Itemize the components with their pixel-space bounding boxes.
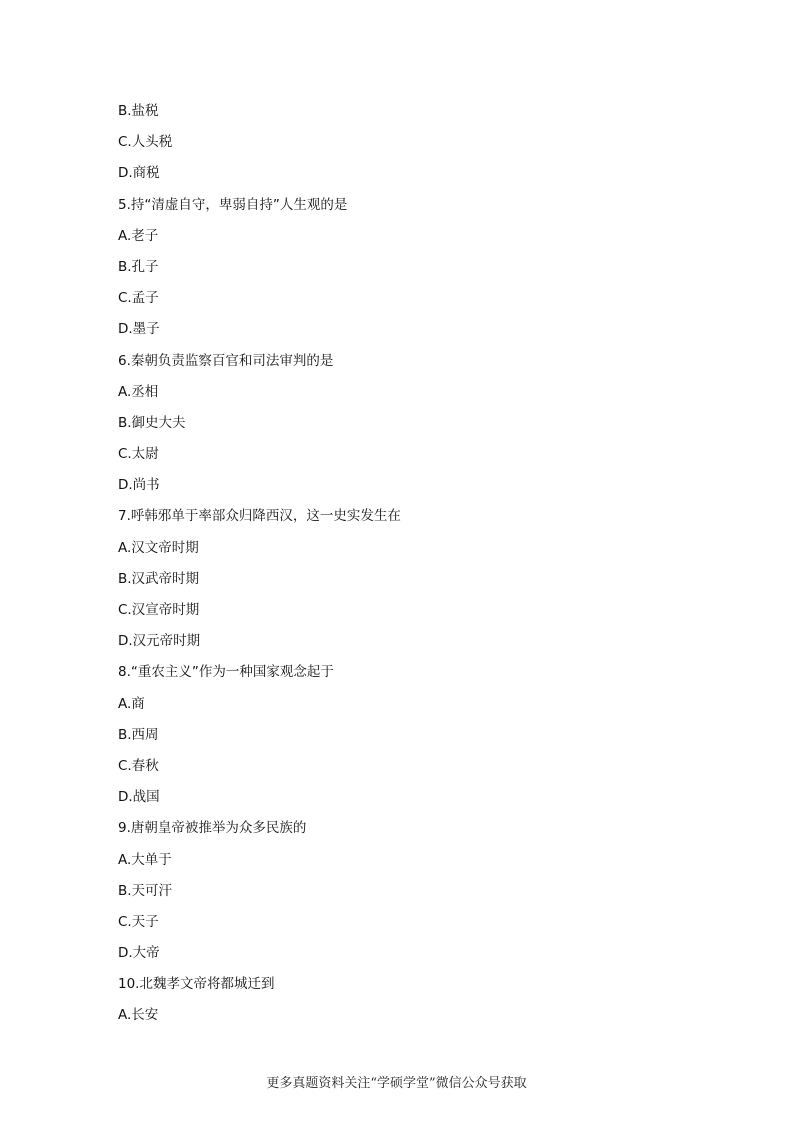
option-line: D.汉元帝时期	[118, 633, 201, 650]
option-line: B.汉武帝时期	[118, 570, 200, 587]
option-line: A.丞相	[118, 383, 159, 400]
question-line: 7.呼韩邪单于率部众归降西汉，这一史实发生在	[118, 508, 401, 525]
option-line: B.御史大夫	[118, 414, 186, 431]
option-line: C.人头税	[118, 134, 173, 151]
option-line: B.孔子	[118, 258, 159, 275]
option-line: B.盐税	[118, 103, 159, 119]
option-line: D.大帝	[118, 945, 160, 962]
option-line: A.商	[118, 695, 145, 712]
option-line: C.天子	[118, 913, 159, 930]
option-line: B.天可汗	[118, 882, 173, 899]
option-line: D.墨子	[118, 321, 160, 338]
option-line: C.春秋	[118, 757, 159, 774]
question-line: 10.北魏孝文帝将都城迁到	[118, 976, 275, 993]
option-line: A.汉文帝时期	[118, 539, 199, 556]
option-line: A.大单于	[118, 851, 172, 868]
question-line: 6.秦朝负责监察百官和司法审判的是	[118, 352, 334, 369]
option-line: B.西周	[118, 726, 159, 743]
option-line: A.老子	[118, 227, 159, 244]
option-line: A.长安	[118, 1007, 159, 1024]
option-line: D.战国	[118, 789, 160, 806]
question-line: 9.唐朝皇帝被推举为众多民族的	[118, 820, 307, 837]
question-line: 5.持“清虚自守，卑弱自持”人生观的是	[118, 196, 348, 213]
question-line: 8.“重农主义”作为一种国家观念起于	[118, 664, 334, 681]
page-footer: 更多真题资料关注“学硕学堂”微信公众号获取	[266, 1076, 527, 1091]
option-line: D.尚书	[118, 477, 160, 494]
option-line: C.汉宣帝时期	[118, 602, 200, 618]
option-line: D.商税	[118, 165, 160, 182]
option-line: C.孟子	[118, 290, 159, 307]
option-line: C.太尉	[118, 446, 159, 463]
document-body	[118, 101, 718, 1037]
